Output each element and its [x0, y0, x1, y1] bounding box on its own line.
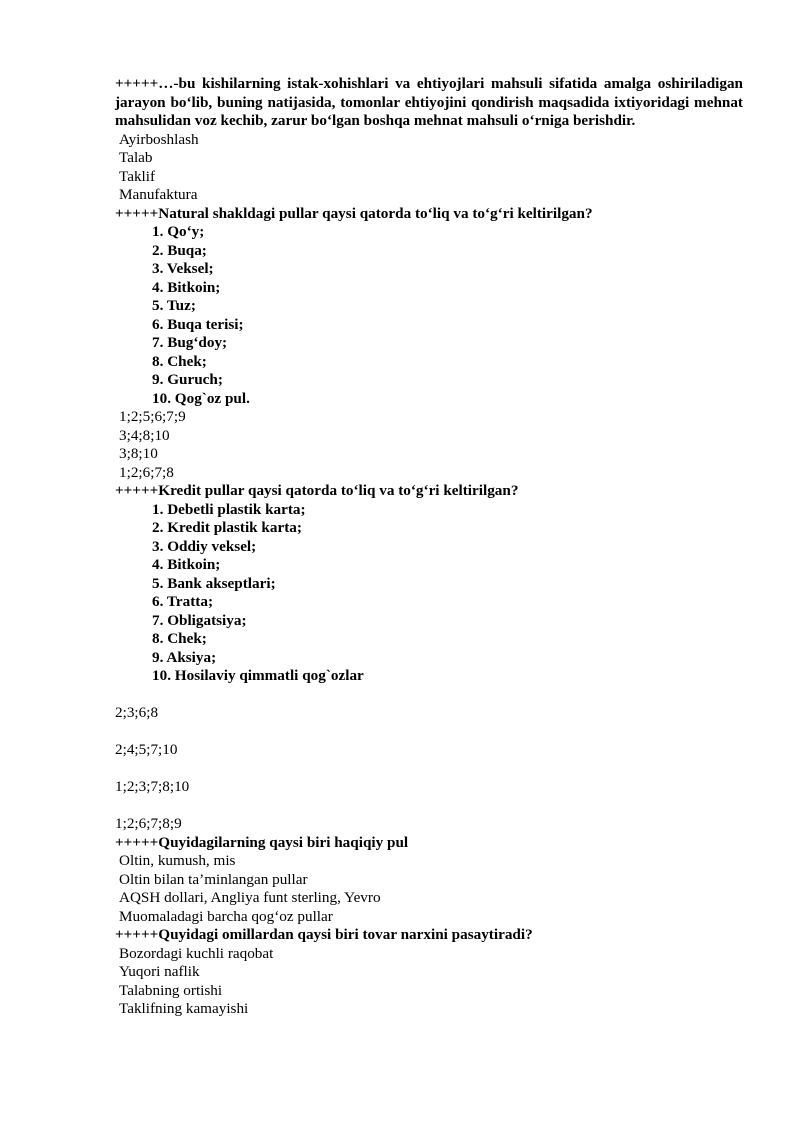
question-3-item: 9. Aksiya; [152, 648, 217, 666]
question-5-option-c: Talabning ortishi [119, 981, 223, 999]
question-3-item: 2. Kredit plastik karta; [152, 519, 302, 536]
question-2-item: 7. Bug‘doy; [152, 334, 228, 351]
question-2-text: +++++Natural shakldagi pullar qaysi qatorda to‘liq va to‘g‘ri keltirilgan? [115, 204, 593, 222]
question-2-item: 6. Buqa terisi; [152, 315, 244, 333]
question-3-item: 1. Debetli plastik karta; [152, 500, 306, 518]
question-3-item: 8. Chek; [152, 630, 207, 647]
question-1-text: +++++…-bu kishilarning istak-xohishlari va ehtiyojlari mahsuli sifatida amalga oshiriladigan jarayon bo‘lib, buning natijasida, tomonlar ehtiyojini qondirish maqsadida ixtiyoridagi mehnat mahsulidan voz kechib, zarur bo‘lgan boshqa mehnat mahsuli o‘rniga berishdir. [115, 75, 743, 129]
question-2-item: 2. Buqa; [152, 241, 207, 259]
question-2-option-b: 3;4;8;10 [119, 426, 170, 444]
question-4-option-d: Muomaladagi barcha qog‘oz pullar [119, 907, 333, 925]
question-5-option-b: Yuqori naflik [119, 963, 200, 980]
question-4-option-a: Oltin, kumush, mis [119, 852, 236, 869]
question-5-option-d: Taklifning kamayishi [119, 1000, 249, 1017]
document-page [115, 75, 743, 1019]
question-4-option-b: Oltin bilan ta’minlangan pullar [119, 870, 308, 888]
question-1-option-c: Taklif [119, 167, 156, 185]
question-3-text: +++++Kredit pullar qaysi qatorda to‘liq va to‘g‘ri keltirilgan? [115, 482, 519, 499]
question-3-item: 5. Bank akseptlari; [152, 574, 276, 592]
question-2-option-c: 3;8;10 [119, 445, 158, 462]
question-3-option-b: 2;4;5;7;10 [115, 741, 178, 758]
question-3-option-d: 1;2;6;7;8;9 [115, 815, 182, 832]
question-3-option-a: 2;3;6;8 [115, 704, 159, 721]
question-3-option-c: 1;2;3;7;8;10 [115, 778, 190, 795]
question-1-option-a: Ayirboshlash [119, 130, 199, 148]
question-2-item: 3. Veksel; [152, 260, 214, 277]
question-4-option-c: AQSH dollari, Angliya funt sterling, Yevro [119, 889, 381, 906]
question-3-item: 10. Hosilaviy qimmatli qog`ozlar [152, 667, 364, 684]
question-2-item: 10. Qog`oz pul. [152, 389, 250, 407]
question-3-item: 7. Obligatsiya; [152, 611, 247, 629]
question-4-text: +++++Quyidagilarning qaysi biri haqiqiy pul [115, 833, 409, 851]
question-2-item: 8. Chek; [152, 352, 207, 370]
question-2-item: 5. Tuz; [152, 297, 196, 314]
question-2-item: 4. Bitkoin; [152, 278, 221, 296]
question-3-item: 6. Tratta; [152, 593, 214, 610]
question-3-item: 4. Bitkoin; [152, 556, 221, 573]
question-2-option-d: 1;2;6;7;8 [119, 463, 174, 481]
question-5-text: +++++Quyidagi omillardan qaysi biri tovar narxini pasaytiradi? [115, 926, 533, 943]
question-2-item: 1. Qo‘y; [152, 223, 205, 240]
question-1-option-d: Manufaktura [119, 186, 198, 203]
question-3-item: 3. Oddiy veksel; [152, 537, 257, 555]
question-2-item: 9. Guruch; [152, 371, 223, 388]
question-5-option-a: Bozordagi kuchli raqobat [119, 944, 274, 962]
question-1-option-b: Talab [119, 149, 153, 166]
question-2-option-a: 1;2;5;6;7;9 [119, 408, 186, 425]
